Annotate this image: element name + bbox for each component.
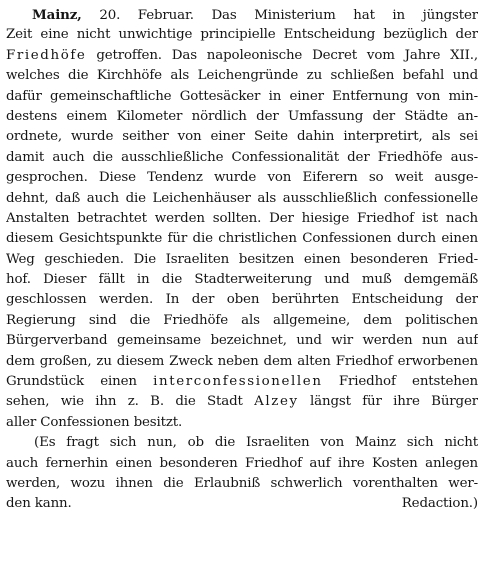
- article-line: geschlossen werden. In der oben berührten Entscheidung der: [6, 292, 478, 308]
- article-line: hof. Dieser fällt in die Stadterweiterung und muß demgemäß: [6, 272, 478, 288]
- article-line: sehen, wie ihn z. B. die Stadt Alzey längst für ihre Bürger: [6, 394, 478, 410]
- article-line: Bürgerverband gemeinsame bezeichnet, und wir werden nun auf: [6, 333, 478, 349]
- article-line: Weg geschieden. Die Israeliten besitzen einen besonderen Fried-: [6, 251, 478, 267]
- article-line: Grundstück einen interconfessionellen Friedhof entstehen: [6, 374, 478, 390]
- emphasized-word: Alzey: [254, 394, 299, 410]
- article-line: diesem Gesichtspunkte für die christlichen Confessionen durch einen: [6, 231, 478, 247]
- emphasized-word: Friedhöfe: [6, 47, 87, 63]
- article-line: dehnt, daß auch die Leichenhäuser als ausschließlich confessionelle: [6, 190, 478, 206]
- article-line: welches die Kirchhöfe als Leichengründe zu schließen befahl und: [6, 68, 478, 84]
- editorial-note-line: den kann. Redaction.): [6, 494, 478, 514]
- article-line: gesprochen. Diese Tendenz wurde von Eiferern so weit ausge-: [6, 170, 478, 186]
- article-line: Friedhöfe getroffen. Das napoleonische Decret vom Jahre XII.,: [6, 47, 478, 63]
- article-line: [6, 5, 478, 25]
- editorial-note-line: (Es fragt sich nun, ob die Israeliten von Mainz sich nicht: [34, 435, 478, 451]
- article-line: dem großen, zu diesem Zweck neben dem alten Friedhof erworbenen: [6, 353, 478, 369]
- article-dateline-rest: 20. Februar. Das Ministerium hat in jüngster: [99, 8, 478, 23]
- article-line: ordnete, wurde seither von einer Seite dahin interpretirt, als sei: [6, 129, 478, 145]
- article-line: Zeit eine nicht unwichtige principielle Entscheidung bezüglich der: [6, 27, 478, 43]
- signature: Redaction.): [401, 496, 478, 512]
- editorial-note-line: auch fernerhin einen besonderen Friedhof auf ihre Kosten anlegen: [6, 455, 478, 471]
- article-dateline-place: Mainz,: [32, 7, 82, 23]
- editorial-note-line: werden, wozu ihnen die Erlaubniß schwerlich vorenthalten wer-: [6, 475, 478, 491]
- article-line: damit auch die ausschließliche Confessionalität der Friedhöfe aus-: [6, 149, 478, 165]
- article-line: Regierung sind die Friedhöfe als allgemeine, dem politischen: [6, 312, 478, 328]
- article-line: Anstalten betrachtet werden sollten. Der hiesige Friedhof ist nach: [6, 210, 478, 226]
- article-line: dafür gemeinschaftliche Gottesäcker in einer Entfernung von min-: [6, 88, 478, 104]
- emphasized-word: interconfessionellen: [153, 374, 323, 390]
- article-line: aller Confessionen besitzt.: [6, 414, 183, 430]
- article-line: destens einem Kilometer nördlich der Umfassung der Städte an-: [6, 108, 478, 124]
- newspaper-article: [6, 5, 478, 515]
